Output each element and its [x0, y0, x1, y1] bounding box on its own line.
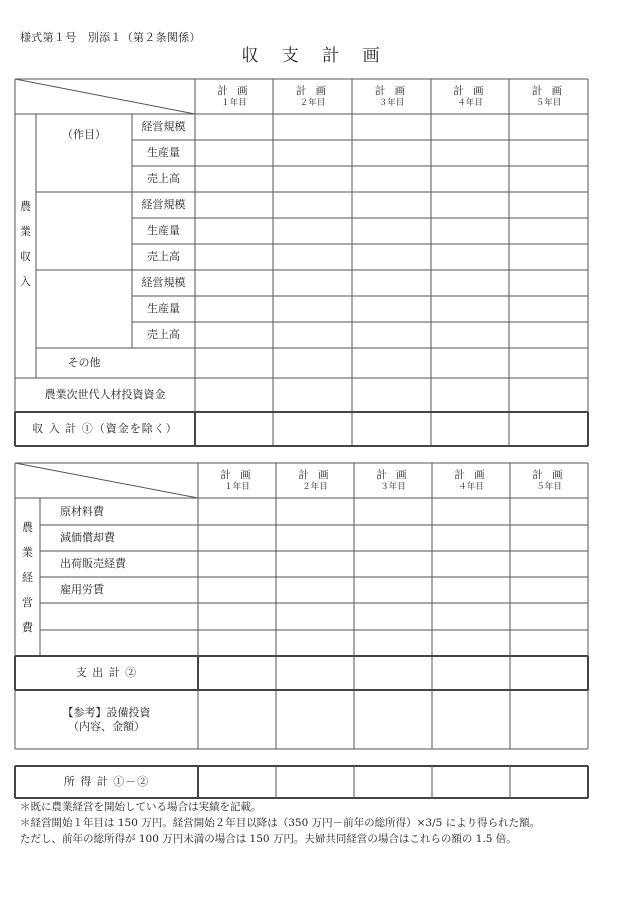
expense-item-labor: 雇用労賃	[60, 583, 104, 597]
plan-label: 計 画	[376, 468, 410, 481]
note-line: ＊既に農業経営を開始している場合は実績を記載。	[20, 801, 262, 813]
plan-year-2-header	[276, 463, 354, 498]
form-number: 様式第１号 別添１（第２条関係）	[20, 31, 201, 44]
row-label-subsidy: 農業次世代人材投資資金	[44, 388, 166, 402]
row-label-sales: 売上高	[147, 250, 180, 264]
plan-label: 計 画	[453, 84, 487, 97]
plan-year-1-header	[195, 79, 273, 114]
section-char: 営	[22, 596, 33, 609]
page-title: 収 支 計 画	[241, 46, 389, 66]
income-total-label: 収 入 計 ①（資金を除く）	[32, 422, 178, 436]
section-char: 農	[20, 200, 31, 213]
plan-year-5-header	[510, 463, 588, 498]
plan-year: ２年目	[299, 97, 326, 108]
plan-year: １年目	[224, 481, 250, 492]
plan-year-4-header	[431, 79, 509, 114]
section-char: 費	[22, 621, 33, 634]
row-label-production: 生産量	[147, 224, 180, 238]
profit-total-label: 所 得 計 ①－②	[63, 775, 150, 789]
expense-item-shipping: 出荷販売経費	[60, 557, 126, 571]
plan-year-2-header	[273, 79, 352, 114]
plan-label: 計 画	[374, 84, 409, 97]
reference-sub: （内容、金額）	[68, 719, 145, 733]
section-char: 業	[20, 225, 31, 238]
row-label-scale: 経営規模	[141, 276, 186, 290]
plan-year: ４年目	[457, 97, 483, 108]
plan-year-1-header	[198, 463, 276, 498]
section-char: 業	[22, 546, 33, 559]
plan-label: 計 画	[298, 468, 332, 481]
plan-year: ３年目	[378, 97, 405, 108]
plan-label: 計 画	[295, 84, 330, 97]
plan-year: ３年目	[380, 481, 406, 492]
plan-year: ２年目	[302, 481, 328, 492]
row-label-scale: 経営規模	[141, 198, 186, 212]
plan-label: 計 画	[220, 468, 254, 481]
plan-year-4-header	[432, 463, 510, 498]
expense-item-materials: 原材料費	[60, 504, 104, 518]
footnotes	[20, 799, 540, 847]
row-label-production: 生産量	[147, 302, 180, 316]
plan-year: ４年目	[458, 481, 484, 492]
row-label-production: 生産量	[147, 146, 180, 160]
row-label-other: その他	[67, 356, 101, 370]
plan-year-3-header	[352, 79, 431, 114]
section-char: 入	[20, 275, 31, 288]
plan-label: 計 画	[531, 84, 566, 97]
plan-year: １年目	[221, 97, 247, 108]
plan-year: ５年目	[536, 481, 562, 492]
plan-label: 計 画	[217, 84, 251, 97]
section-char: 経	[22, 571, 33, 584]
section-char: 収	[20, 250, 31, 263]
plan-year-5-header	[509, 79, 588, 114]
income-section-label	[15, 192, 36, 296]
section-char: 農	[22, 521, 33, 534]
crop-label: （作目）	[62, 128, 106, 142]
row-label-scale: 経営規模	[141, 120, 186, 134]
plan-year-3-header	[354, 463, 432, 498]
expense-total-label: 支 出 計 ②	[75, 666, 138, 680]
row-label-sales: 売上高	[147, 172, 180, 186]
note-line: ただし、前年の総所得が 100 万円未満の場合は 150 万円。夫婦共同経営の場合はこれらの額の 1.5 倍。	[20, 833, 517, 845]
note-line: ＊経営開始１年目は 150 万円。経営開始２年目以降は（350 万円－前年の総所得）×3/5 により得られた額。	[20, 817, 541, 829]
expense-item-depreciation: 減価償却費	[60, 531, 115, 545]
plan-year: ５年目	[535, 97, 562, 108]
plan-label: 計 画	[532, 468, 566, 481]
expense-section-label	[15, 515, 40, 640]
plan-label: 計 画	[454, 468, 488, 481]
row-label-sales: 売上高	[147, 328, 180, 342]
reference-investment	[15, 690, 198, 749]
reference-label: 【参考】設備投資	[62, 705, 151, 719]
